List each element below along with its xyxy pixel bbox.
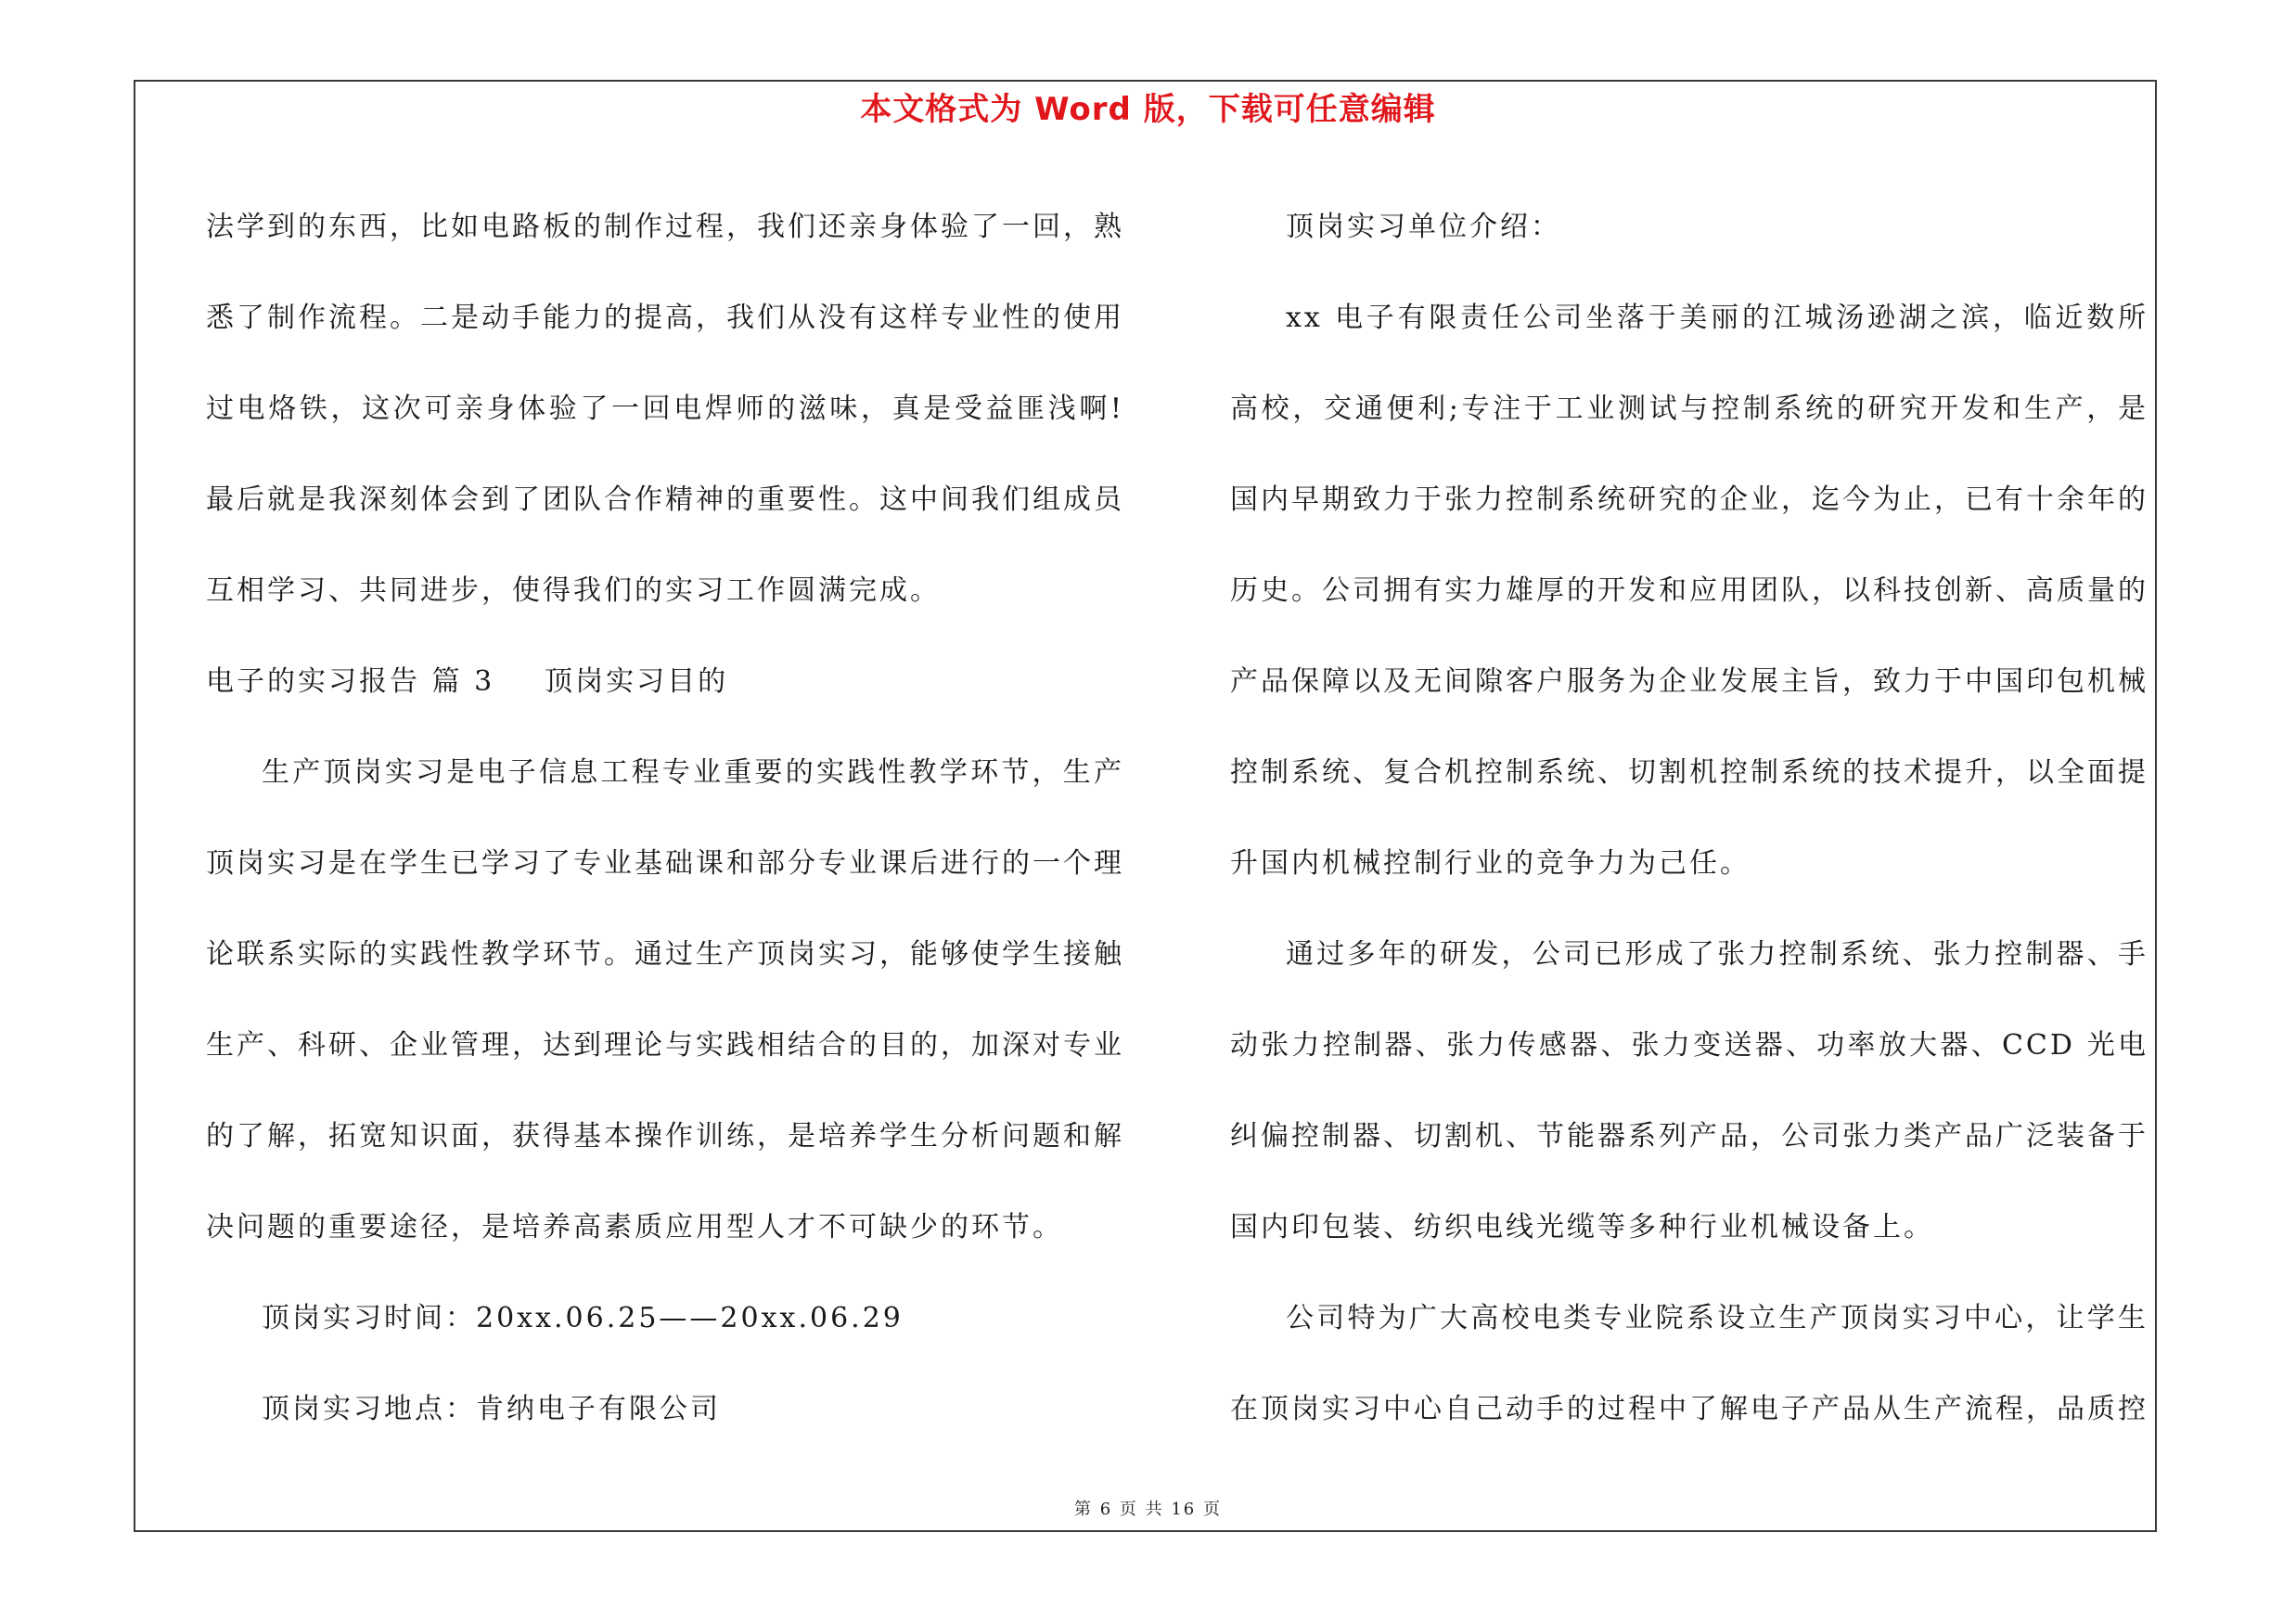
internship-location: 顶岗实习地点：肯纳电子有限公司 (262, 1393, 721, 1425)
right-paragraph-1: 顶岗实习单位介绍： (1286, 211, 1561, 243)
section-heading-subtitle: 顶岗实习目的 (545, 665, 729, 698)
internship-time: 顶岗实习时间：20xx.06.25——20xx.06.29 (262, 1302, 904, 1334)
right-paragraph-3: 通过多年的研发，公司已形成了张力控制系统、张力控制器、手动张力控制器、张力传感器、张力变送器、功率放大器、CCD 光电纠偏控制器、切割机、节能器系列产品，公司张力类产品广泛装备于国内印包装、纺织电线光缆等多种行业机械设备上。 (1230, 938, 2148, 1243)
section-heading-title: 电子的实习报告 篇 3 (206, 665, 495, 698)
right-column (1230, 182, 2148, 1455)
right-paragraph-2: xx 电子有限责任公司坐落于美丽的江城汤逊湖之滨，临近数所高校，交通便利;专注于工业测试与控制系统的研究开发和生产，是国内早期致力于张力控制系统研究的企业，迄今为止，已有十余年的历史。公司拥有实力雄厚的开发和应用团队，以科技创新、高质量的产品保障以及无间隙客户服务为企业发展主旨，致力于中国印包机械控制系统、复合机控制系统、切割机控制系统的技术提升，以全面提升国内机械控制行业的竞争力为己任。 (1230, 302, 2148, 880)
word-format-banner: 本文格式为 Word 版，下载可任意编辑 (860, 91, 1436, 128)
left-paragraph-1: 法学到的东西，比如电路板的制作过程，我们还亲身体验了一回，熟悉了制作流程。二是动手能力的提高，我们从没有这样专业性的使用过电烙铁，这次可亲身体验了一回电焊师的滋味，真是受益匪浅啊!最后就是我深刻体会到了团队合作精神的重要性。这中间我们组成员互相学习、共同进步，使得我们的实习工作圆满完成。 (206, 211, 1124, 607)
right-paragraph-4: 公司特为广大高校电类专业院系设立生产顶岗实习中心，让学生在顶岗实习中心自己动手的过程中了解电子产品从生产流程，品质控 (1230, 1302, 2148, 1425)
left-paragraph-2: 生产顶岗实习是电子信息工程专业重要的实践性教学环节，生产顶岗实习是在学生已学习了专业基础课和部分专业课后进行的一个理论联系实际的实践性教学环节。通过生产顶岗实习，能够使学生接触生产、科研、企业管理，达到理论与实践相结合的目的，加深对专业的了解，拓宽知识面，获得基本操作训练，是培养学生分析问题和解决问题的重要途径，是培养高素质应用型人才不可缺少的环节。 (206, 756, 1124, 1243)
section-heading (206, 637, 1124, 728)
page-number: 第 6 页 共 16 页 (1074, 1500, 1222, 1519)
left-column (206, 182, 1124, 1455)
